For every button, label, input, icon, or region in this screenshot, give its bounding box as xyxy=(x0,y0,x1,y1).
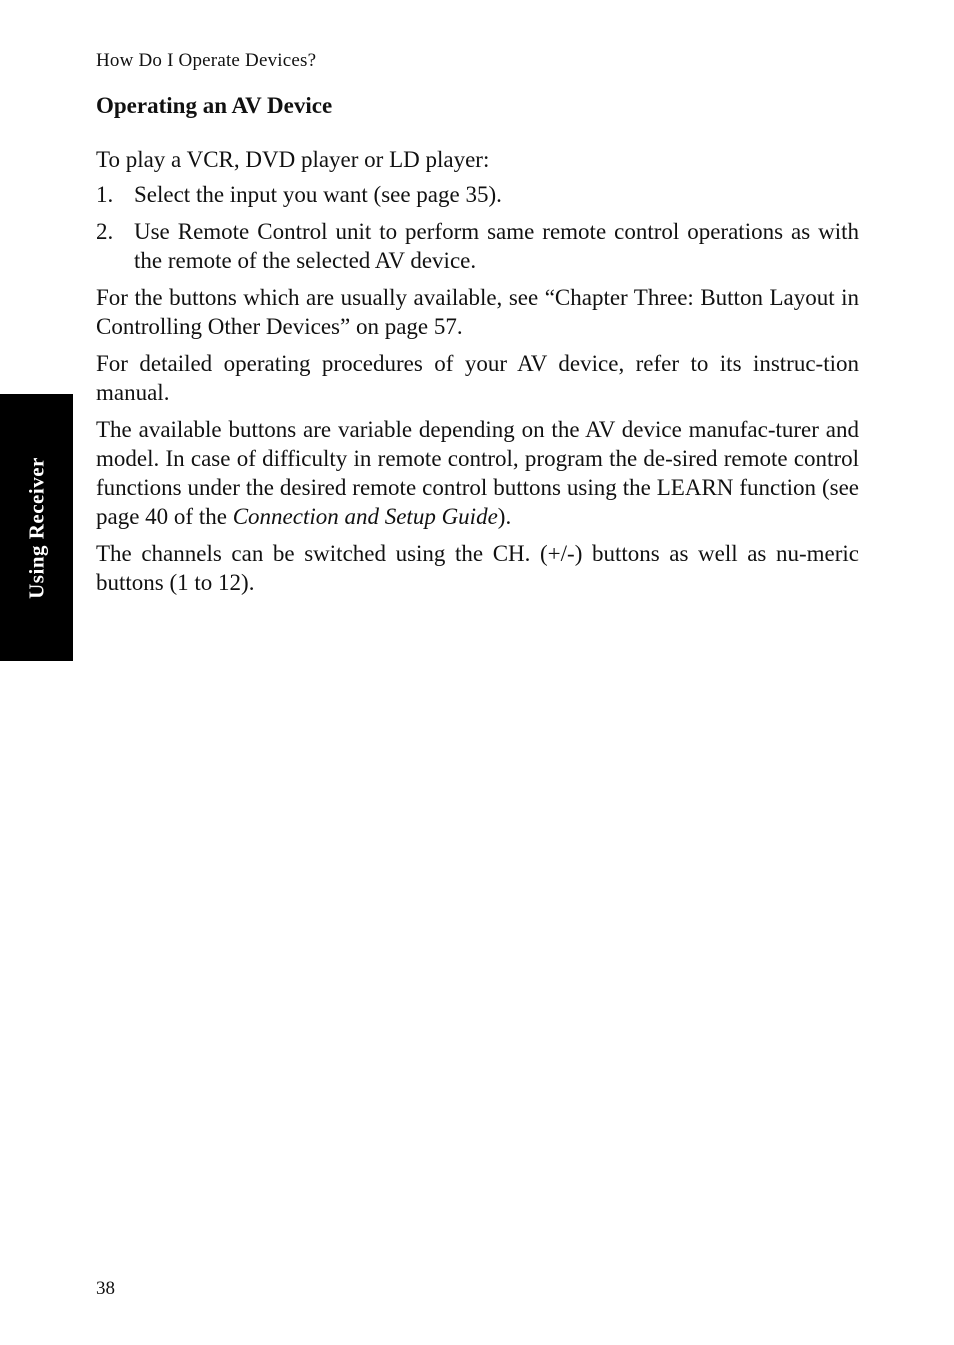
side-tab-label: Using Receiver xyxy=(24,456,48,599)
learn-paragraph xyxy=(96,415,859,531)
operating-procedures-paragraph: For detailed operating procedures of your AV device, refer to its instruc-tion manual. xyxy=(96,351,859,405)
guide-title: Connection and Setup Guide xyxy=(232,504,498,529)
buttons-paragraph: For the buttons which are usually available, see “Chapter Three: Button Layout in Controlling Other Devices” on page 57. xyxy=(96,285,859,339)
list-item xyxy=(96,217,859,275)
channels-paragraph: The channels can be switched using the CH. (+/-) buttons as well as nu-meric buttons (1 to 12). xyxy=(96,541,859,595)
step-text: Select the input you want (see page 35). xyxy=(134,182,502,207)
step-number: 2. xyxy=(96,219,114,244)
step-number: 1. xyxy=(96,182,114,207)
steps-list xyxy=(96,180,859,275)
page-number: 38 xyxy=(96,1278,115,1299)
learn-text: The available buttons are variable depending on the AV device manufac-turer and model. In case of difficulty in remote control, program the de-sired remote control functions under the desired remote control buttons using the LEARN function (see page 40 of the xyxy=(96,417,859,529)
running-header: How Do I Operate Devices? xyxy=(96,50,317,71)
learn-text-end: ). xyxy=(497,504,512,529)
intro-paragraph: To play a VCR, DVD player or LD player: xyxy=(96,147,490,172)
section-heading: Operating an AV Device xyxy=(96,93,333,118)
list-item xyxy=(96,180,859,209)
side-tab xyxy=(0,394,73,661)
body-text xyxy=(96,145,859,605)
step-text: Use Remote Control unit to perform same remote control operations as with the remote of the selected AV device. xyxy=(134,219,859,273)
